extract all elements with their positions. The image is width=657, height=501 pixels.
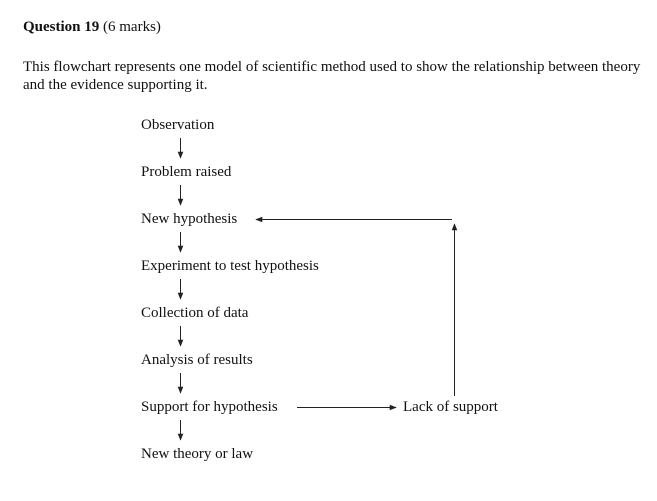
- question-marks: (6 marks): [103, 19, 161, 35]
- flowchart-step-collection-of-data: Collection of data: [141, 305, 249, 321]
- question-number: Question 19: [23, 19, 100, 35]
- flowchart-step-experiment: Experiment to test hypothesis: [141, 258, 319, 274]
- flowchart-step-support-for-hypothesis: Support for hypothesis: [141, 399, 278, 415]
- flowchart-step-problem-raised: Problem raised: [141, 164, 232, 180]
- question-intro-text: This flowchart represents one model of scientific method used to show the relationship between theory and the evidence supporting it.: [23, 59, 641, 93]
- flowchart-step-new-hypothesis: New hypothesis: [141, 211, 238, 227]
- flowchart-step-new-theory-or-law: New theory or law: [141, 446, 254, 462]
- flowchart-step-observation: Observation: [141, 117, 215, 133]
- flowchart-step-analysis-of-results: Analysis of results: [141, 352, 253, 368]
- flowchart-step-lack-of-support: Lack of support: [403, 399, 498, 415]
